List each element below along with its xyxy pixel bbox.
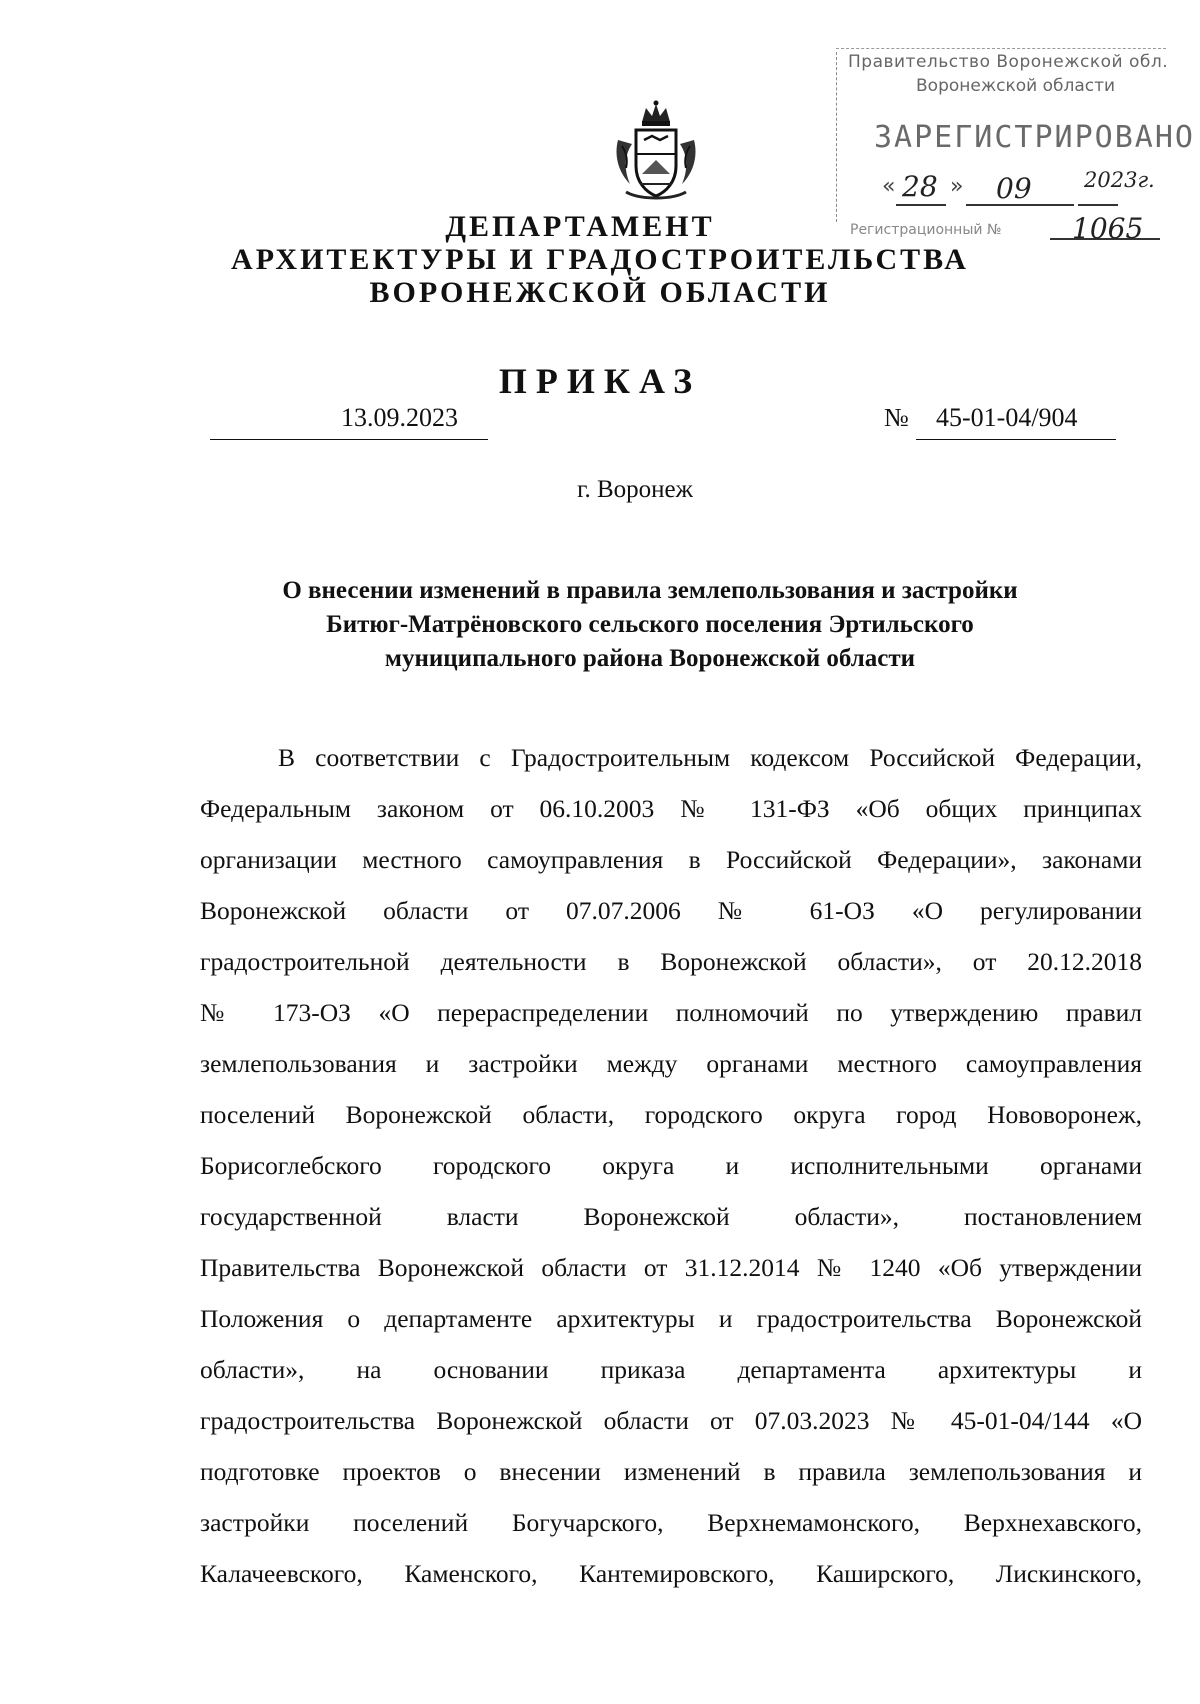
body-line: № 173-ОЗ «О перераспределении полномочий по утверждению правил bbox=[200, 998, 1142, 1027]
coat-of-arms-emblem bbox=[612, 100, 700, 205]
body-line: государственной власти Воронежской области», постановлением bbox=[200, 1202, 1142, 1231]
order-subject bbox=[190, 574, 1110, 676]
order-city: г. Воронеж bbox=[577, 476, 693, 503]
stamp-quote-open: « bbox=[882, 174, 896, 199]
department-title: АРХИТЕКТУРЫ И ГРАДОСТРОИТЕЛЬСТВА bbox=[231, 243, 969, 276]
body-line: Воронежской области от 07.07.2006 № 61-ОЗ «О регулировании bbox=[200, 896, 1142, 925]
body-line: землепользования и застройки между органами местного самоуправления bbox=[200, 1049, 1142, 1078]
registration-stamp bbox=[836, 42, 1195, 245]
order-body bbox=[200, 732, 1142, 1599]
subject-line: муниципального района Воронежской области bbox=[384, 645, 916, 672]
order-number: 45-01-04/904 bbox=[936, 403, 1078, 432]
stamp-reg-label: Регистрационный № bbox=[850, 222, 1002, 238]
stamp-date bbox=[882, 168, 1155, 210]
stamp-registered-label: ЗАРЕГИСТРИРОВАНО bbox=[874, 120, 1195, 155]
stamp-border bbox=[836, 52, 837, 222]
body-line: Борисоглебского городского округа и исполнительными органами bbox=[200, 1151, 1142, 1180]
body-line: области», на основании приказа департамента архитектуры и bbox=[200, 1355, 1142, 1384]
body-line: Правительства Воронежской области от 31.12.2014 № 1240 «Об утверждении bbox=[200, 1253, 1142, 1282]
order-date: 13.09.2023 bbox=[341, 403, 458, 432]
stamp-day: 28 bbox=[902, 170, 938, 203]
body-line: организации местного самоуправления в Российской Федерации», законами bbox=[200, 845, 1142, 874]
department-title: ДЕПАРТАМЕНТ bbox=[445, 210, 715, 243]
stamp-org-line: Правительство Воронежской обл. bbox=[848, 52, 1168, 72]
number-sign: № bbox=[884, 403, 909, 432]
order-date-field bbox=[210, 403, 488, 440]
stamp-month: 09 bbox=[996, 172, 1032, 205]
body-line: В соответствии с Градостроительным кодексом Российской Федерации, bbox=[278, 743, 1142, 772]
stamp-border bbox=[836, 48, 1166, 49]
subject-line: О внесении изменений в правила землепользования и застройки bbox=[282, 577, 1018, 604]
body-line: поселений Воронежской области, городского округа город Нововоронеж, bbox=[200, 1100, 1142, 1129]
stamp-year: 2023г. bbox=[1084, 168, 1155, 192]
stamp-quote-close: » bbox=[950, 174, 964, 199]
body-line: градостроительной деятельности в Воронежской области», от 20.12.2018 bbox=[200, 947, 1142, 976]
order-title: ПРИКАЗ bbox=[498, 361, 702, 401]
subject-line: Битюг-Матрёновского сельского поселения Эртильского bbox=[326, 611, 974, 638]
order-number-field bbox=[884, 403, 1116, 439]
body-line: градостроительства Воронежской области от 07.03.2023 № 45-01-04/144 «О bbox=[200, 1406, 1142, 1435]
body-line: Федеральным законом от 06.10.2003 № 131-ФЗ «Об общих принципах bbox=[200, 794, 1142, 823]
stamp-reg-number: 1065 bbox=[1072, 212, 1144, 245]
body-line: подготовке проектов о внесении изменений в правила землепользования и bbox=[200, 1457, 1142, 1486]
body-line: застройки поселений Богучарского, Верхнемамонского, Верхнехавского, bbox=[200, 1508, 1142, 1537]
body-line: Положения о департаменте архитектуры и градостроительства Воронежской bbox=[200, 1304, 1142, 1333]
body-line: Калачеевского, Каменского, Кантемировского, Каширского, Лискинского, bbox=[200, 1559, 1142, 1588]
stamp-org-line: Воронежской области bbox=[916, 76, 1116, 96]
department-region: ВОРОНЕЖСКОЙ ОБЛАСТИ bbox=[369, 276, 831, 309]
